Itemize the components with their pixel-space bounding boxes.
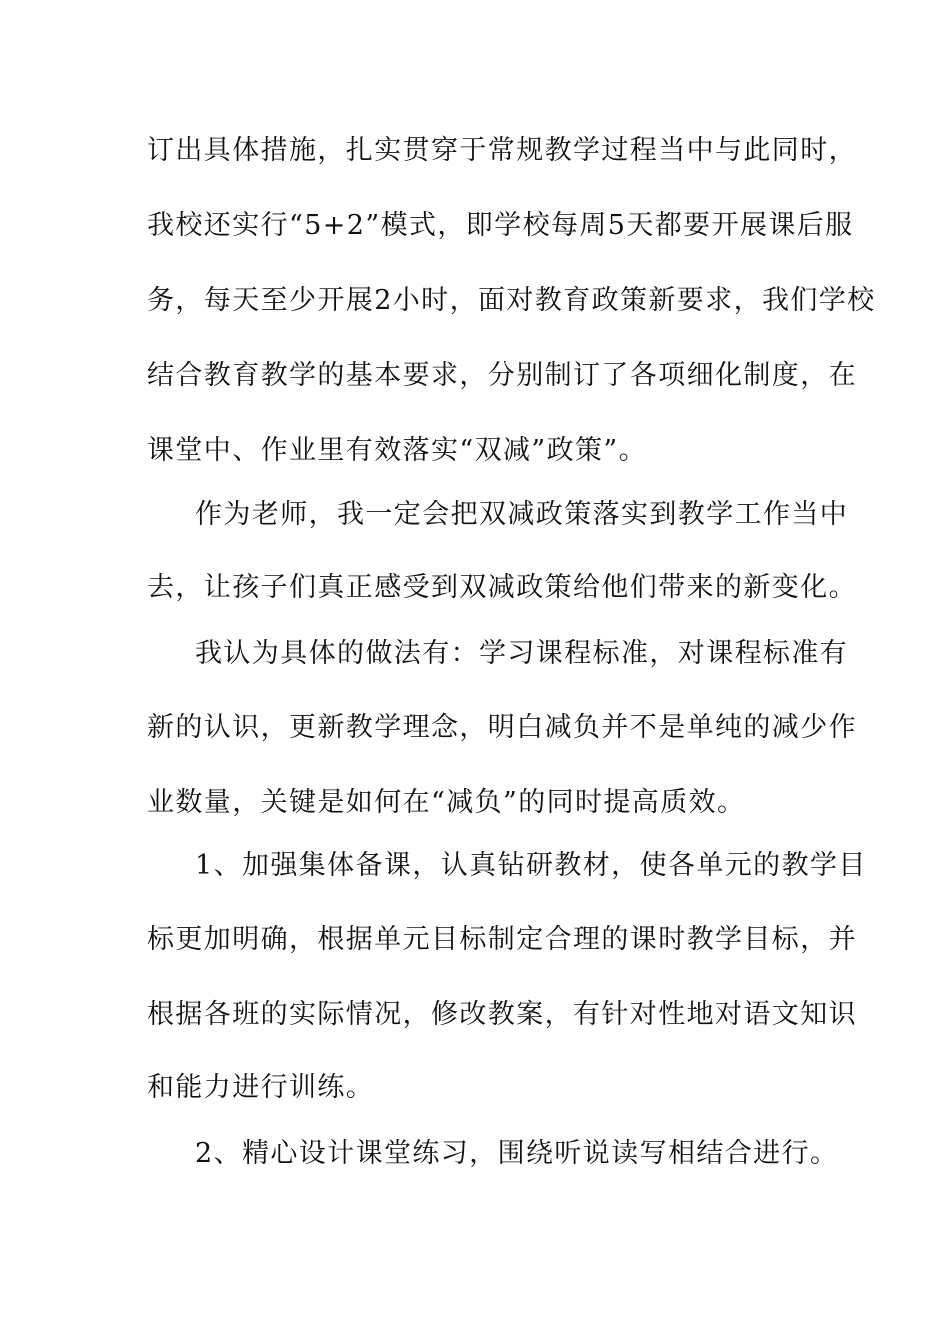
- paragraph-3-line-2: 新的认识，更新教学理念，明白减负并不是单纯的减少作: [147, 712, 857, 743]
- list-item-1-line-1: 1、加强集体备课，认真钻研教材，使各单元的教学目: [195, 850, 867, 881]
- list-item-2-line-1: 2、精心设计课堂练习，围绕听说读写相结合进行。: [195, 1138, 839, 1169]
- paragraph-2-line-2: 去，让孩子们真正感受到双减政策给他们带来的新变化。: [147, 572, 857, 603]
- paragraph-3-line-1: 我认为具体的做法有：学习课程标准，对课程标准有: [195, 638, 849, 669]
- text-line-4: 结合教育教学的基本要求，分别制订了各项细化制度，在: [147, 360, 857, 391]
- text-line-1: 订出具体措施，扎实贯穿于常规教学过程当中与此同时，: [147, 135, 857, 166]
- paragraph-2-line-1: 作为老师，我一定会把双减政策落实到教学工作当中: [195, 499, 849, 530]
- text-line-5: 课堂中、作业里有效落实“双减”政策”。: [147, 435, 648, 466]
- text-line-3: 务，每天至少开展2小时，面对教育政策新要求，我们学校: [147, 285, 876, 316]
- list-item-1-line-3: 根据各班的实际情况，修改教案，有针对性地对语文知识: [147, 999, 857, 1030]
- paragraph-3-line-3: 业数量，关键是如何在“减负”的同时提高质效。: [147, 787, 746, 818]
- list-item-1-line-2: 标更加明确，根据单元目标制定合理的课时教学目标，并: [147, 924, 857, 955]
- list-item-1-line-4: 和能力进行训练。: [147, 1072, 375, 1103]
- text-line-2: 我校还实行“5+2”模式，即学校每周5天都要开展课后服: [147, 210, 854, 241]
